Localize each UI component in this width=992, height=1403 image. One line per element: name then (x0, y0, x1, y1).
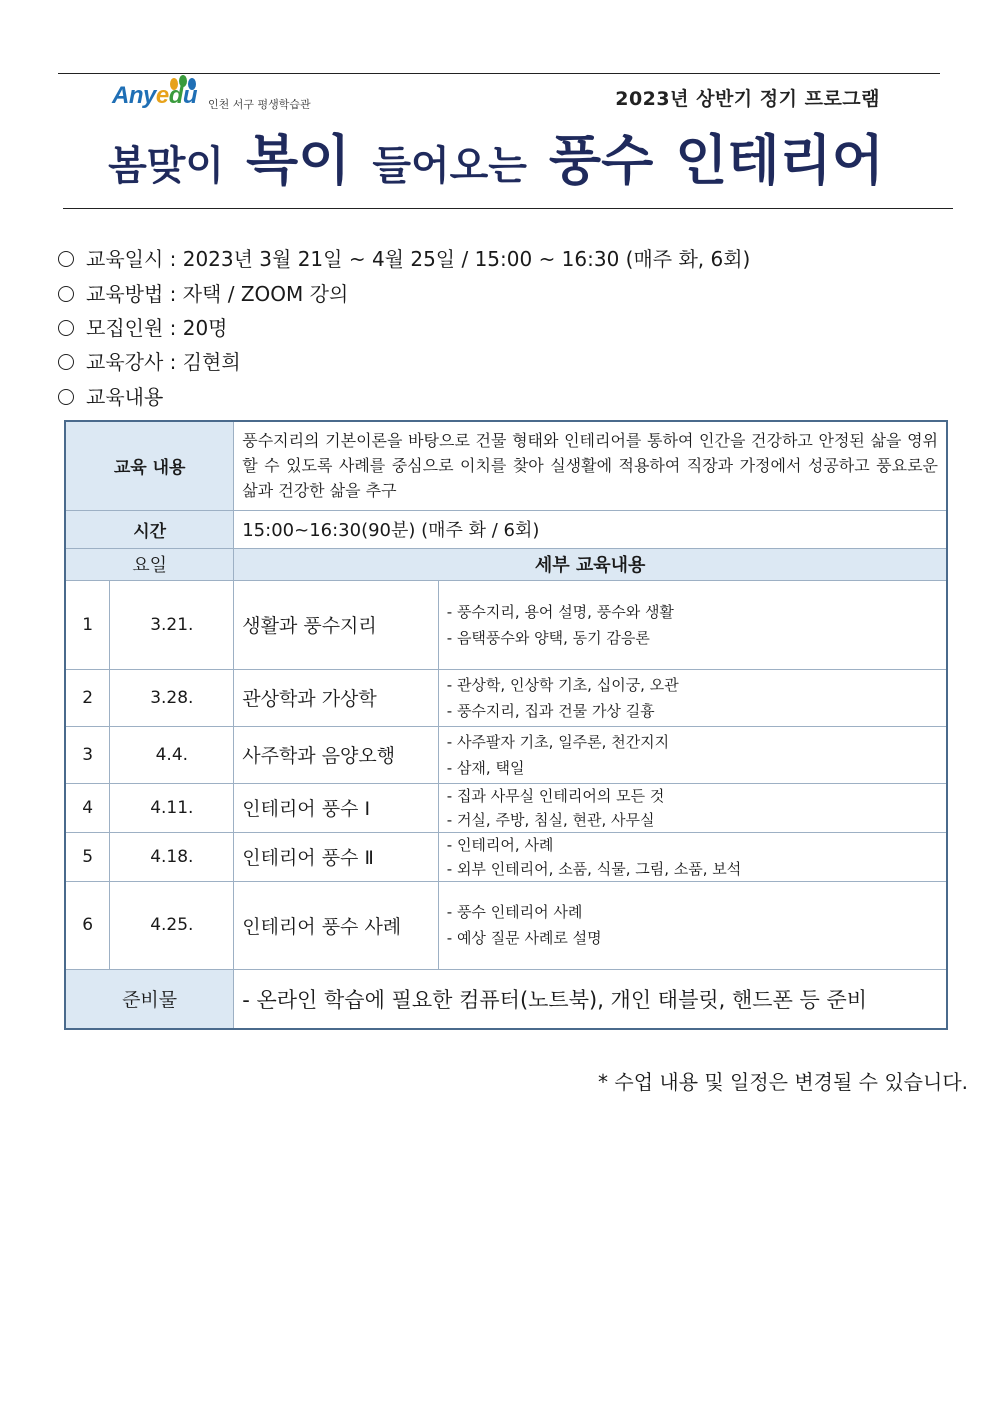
session-topic: 인테리어 풍수 Ⅱ (234, 832, 439, 881)
info-line-instructor (58, 346, 241, 375)
session-date: 3.28. (110, 669, 234, 726)
content-label: 교육 내용 (65, 421, 234, 510)
session-details (438, 783, 947, 832)
day-header: 요일 (65, 548, 234, 580)
session-details (438, 580, 947, 669)
circle-bullet-icon (58, 320, 74, 336)
detail-line: - 거실, 주방, 침실, 현관, 사무실 (446, 810, 655, 829)
table-row (65, 832, 947, 881)
detail-line: - 예상 질문 사례로 설명 (446, 929, 602, 947)
table-row (65, 881, 947, 969)
session-topic: 관상학과 가상학 (234, 669, 439, 726)
info-line-method (58, 278, 348, 307)
title-part-1: 봄맞이 (108, 143, 225, 189)
circle-bullet-icon (58, 251, 74, 267)
session-date: 4.11. (110, 783, 234, 832)
session-topic: 생활과 풍수지리 (234, 580, 439, 669)
content-description: 풍수지리의 기본이론을 바탕으로 건물 형태와 인테리어를 통하여 인간을 건강하고 안정된 삶을 영위할 수 있도록 사례를 중심으로 이치를 찾아 실생활에 적용하여 직장과 가정에서 성공하고 풍요로운 삶과 건강한 삶을 추구 (234, 421, 947, 510)
logo-wordmark (112, 82, 197, 110)
detail-header: 세부 교육내용 (234, 548, 947, 580)
session-date: 4.18. (110, 832, 234, 881)
prep-value: - 온라인 학습에 필요한 컴퓨터(노트북), 개인 태블릿, 핸드폰 등 준비 (234, 969, 947, 1029)
table-row (65, 726, 947, 783)
session-details (438, 832, 947, 881)
detail-line: - 사주팔자 기초, 일주론, 천간지지 (446, 732, 670, 751)
info-line-capacity (58, 312, 228, 341)
page-title (0, 118, 992, 195)
logo-part-2: e (155, 82, 169, 109)
title-part-2: 복이 (246, 129, 351, 192)
title-part-3: 들어오는 (372, 143, 527, 189)
session-details (438, 669, 947, 726)
detail-line: - 풍수 인테리어 사례 (446, 903, 583, 921)
detail-line: - 집과 사무실 인테리어의 모든 것 (446, 786, 665, 805)
table-row (65, 580, 947, 669)
info-line-content (58, 381, 163, 410)
detail-line: - 풍수지리, 집과 건물 가상 길흉 (446, 701, 655, 720)
time-row (65, 510, 947, 548)
detail-line: - 삼재, 택일 (446, 758, 525, 777)
session-topic: 인테리어 풍수 사례 (234, 881, 439, 969)
session-number: 4 (65, 783, 110, 832)
logo-part-4: u (182, 82, 198, 109)
logo-org-name: 인천 서구 평생학습관 (208, 98, 311, 111)
content-row (65, 421, 947, 510)
logo-part-3: d (168, 82, 183, 109)
bottom-rule (63, 208, 953, 209)
session-number: 3 (65, 726, 110, 783)
session-topic: 사주학과 음양오행 (234, 726, 439, 783)
program-subtitle: 2023년 상반기 정기 프로그램 (615, 88, 880, 110)
prep-row (65, 969, 947, 1029)
session-details (438, 881, 947, 969)
time-label: 시간 (65, 510, 234, 548)
detail-line: - 음택풍수와 양택, 동기 감응론 (446, 628, 650, 647)
session-details (438, 726, 947, 783)
session-topic: 인테리어 풍수 Ⅰ (234, 783, 439, 832)
header-row (65, 548, 947, 580)
detail-line: - 풍수지리, 용어 설명, 풍수와 생활 (446, 602, 674, 621)
logo-part-1: Any (112, 82, 156, 109)
session-number: 2 (65, 669, 110, 726)
title-part-5: 인테리어 (675, 129, 884, 192)
circle-bullet-icon (58, 389, 74, 405)
prep-label: 준비물 (65, 969, 234, 1029)
logo (112, 76, 352, 116)
session-date: 4.4. (110, 726, 234, 783)
change-notice: * 수업 내용 및 일정은 변경될 수 있습니다. (598, 1070, 968, 1094)
title-part-4: 풍수 (548, 129, 654, 192)
detail-line: - 관상학, 인상학 기초, 십이궁, 오관 (446, 675, 679, 694)
table-row (65, 783, 947, 832)
table-row (65, 669, 947, 726)
info-text: 교육일시 : 2023년 3월 21일 ~ 4월 25일 / 15:00 ~ 16:30 (매주 화, 6회) (86, 247, 751, 271)
curriculum-table (64, 420, 948, 1030)
info-text: 모집인원 : 20명 (86, 316, 228, 340)
detail-line: - 외부 인테리어, 소품, 식물, 그림, 소품, 보석 (446, 859, 742, 878)
detail-line: - 인테리어, 사례 (446, 835, 554, 854)
info-text: 교육방법 : 자택 / ZOOM 강의 (86, 282, 349, 306)
info-text: 교육내용 (86, 385, 164, 409)
circle-bullet-icon (58, 286, 74, 302)
session-date: 4.25. (110, 881, 234, 969)
info-line-schedule (58, 243, 750, 272)
info-text: 교육강사 : 김현희 (86, 350, 241, 374)
time-value: 15:00~16:30(90분) (매주 화 / 6회) (234, 510, 947, 548)
circle-bullet-icon (58, 354, 74, 370)
session-date: 3.21. (110, 580, 234, 669)
session-number: 5 (65, 832, 110, 881)
session-number: 6 (65, 881, 110, 969)
session-number: 1 (65, 580, 110, 669)
